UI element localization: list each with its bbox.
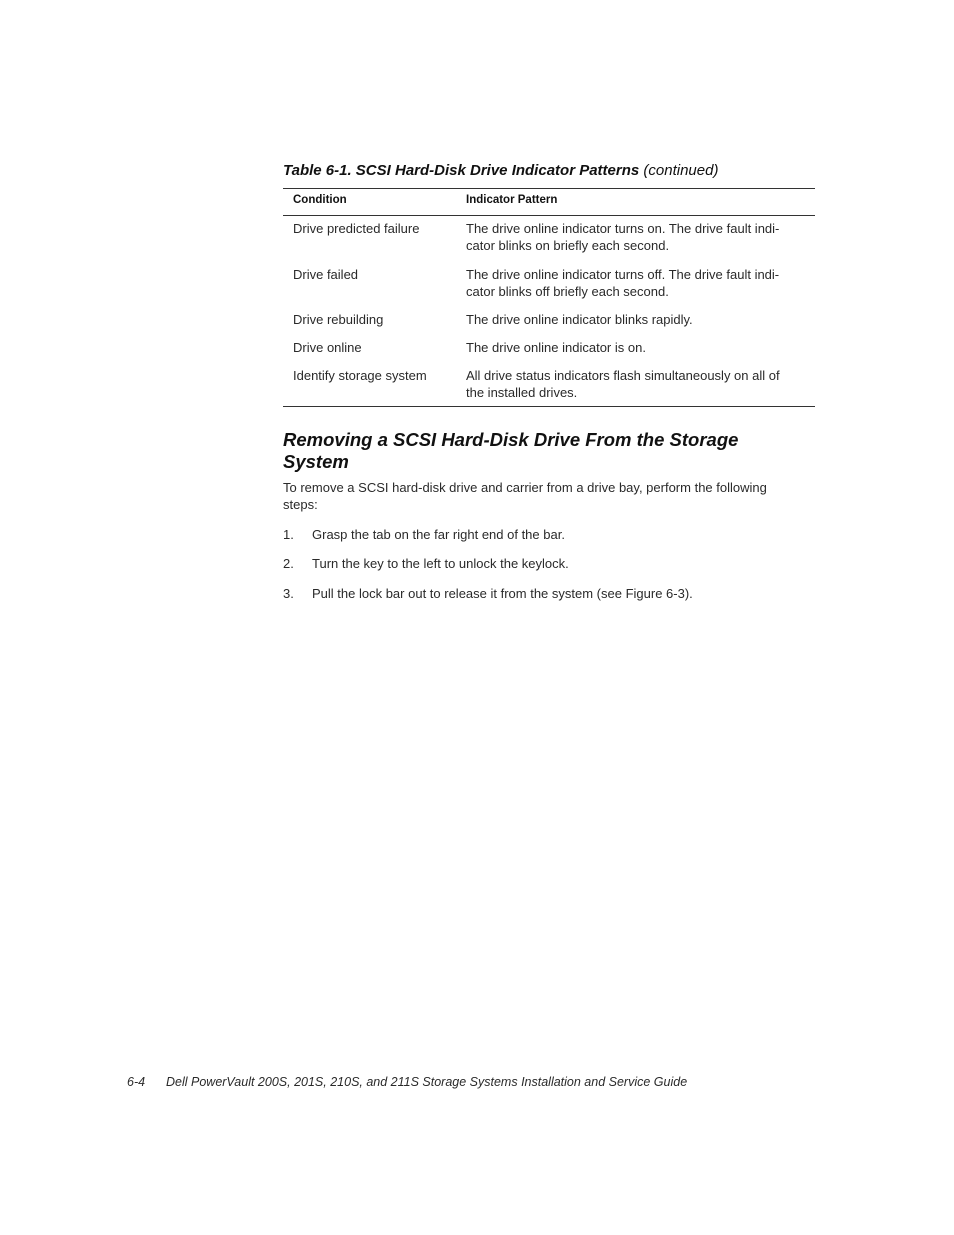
- table-row-pattern: [466, 220, 811, 254]
- pattern-line: cator blinks off briefly each second.: [466, 284, 669, 299]
- intro-line: To remove a SCSI hard-disk drive and carrier from a drive bay, perform the following: [283, 480, 767, 495]
- step-text: Turn the key to the left to unlock the keylock.: [312, 556, 569, 571]
- pattern-line: The drive online indicator turns off. The drive fault indi-: [466, 267, 780, 282]
- table-row-condition: Drive online: [293, 340, 362, 355]
- table-row-pattern: [466, 266, 811, 300]
- table-row-pattern: [466, 339, 811, 356]
- table-caption: [283, 162, 823, 179]
- table-row-condition: Drive predicted failure: [293, 221, 420, 236]
- section-heading-line: Removing a SCSI Hard-Disk Drive From the Storage: [283, 429, 739, 450]
- table-caption-title: Table 6-1. SCSI Hard-Disk Drive Indicator Patterns: [283, 162, 640, 179]
- pattern-line: The drive online indicator turns on. The drive fault indi-: [466, 221, 780, 236]
- table-row-condition: Drive failed: [293, 267, 359, 282]
- step-number: 2.: [283, 556, 294, 571]
- step-number: 1.: [283, 527, 294, 542]
- section-heading: [283, 429, 803, 473]
- table-row-pattern: [466, 311, 811, 328]
- page-number: 6-4: [127, 1075, 146, 1089]
- pattern-line: The drive online indicator blinks rapidly.: [466, 312, 693, 327]
- table-row-condition: Identify storage system: [293, 368, 427, 383]
- table-top-rule: [283, 188, 815, 189]
- table-caption-continued: (continued): [643, 162, 719, 179]
- table-bottom-rule: [283, 406, 815, 407]
- pattern-line: All drive status indicators flash simultaneously on all of: [466, 368, 780, 383]
- step-text: Pull the lock bar out to release it from the system (see Figure 6-3).: [312, 586, 693, 601]
- step-text: Grasp the tab on the far right end of the bar.: [312, 527, 565, 542]
- footer-title: Dell PowerVault 200S, 201S, 210S, and 211S Storage Systems Installation and Service Guide: [166, 1075, 688, 1089]
- pattern-line: cator blinks on briefly each second.: [466, 238, 670, 253]
- pattern-line: The drive online indicator is on.: [466, 340, 646, 355]
- pattern-line: the installed drives.: [466, 385, 578, 400]
- table-header-rule: [283, 215, 815, 216]
- column-header-indicator-pattern: Indicator Pattern: [466, 194, 558, 206]
- column-header-condition: Condition: [293, 194, 347, 206]
- intro-paragraph: [283, 479, 815, 513]
- section-heading-line: System: [283, 451, 349, 472]
- step-number: 3.: [283, 586, 294, 601]
- table-row-pattern: [466, 367, 811, 401]
- table-row-condition: Drive rebuilding: [293, 312, 384, 327]
- intro-line: steps:: [283, 497, 318, 512]
